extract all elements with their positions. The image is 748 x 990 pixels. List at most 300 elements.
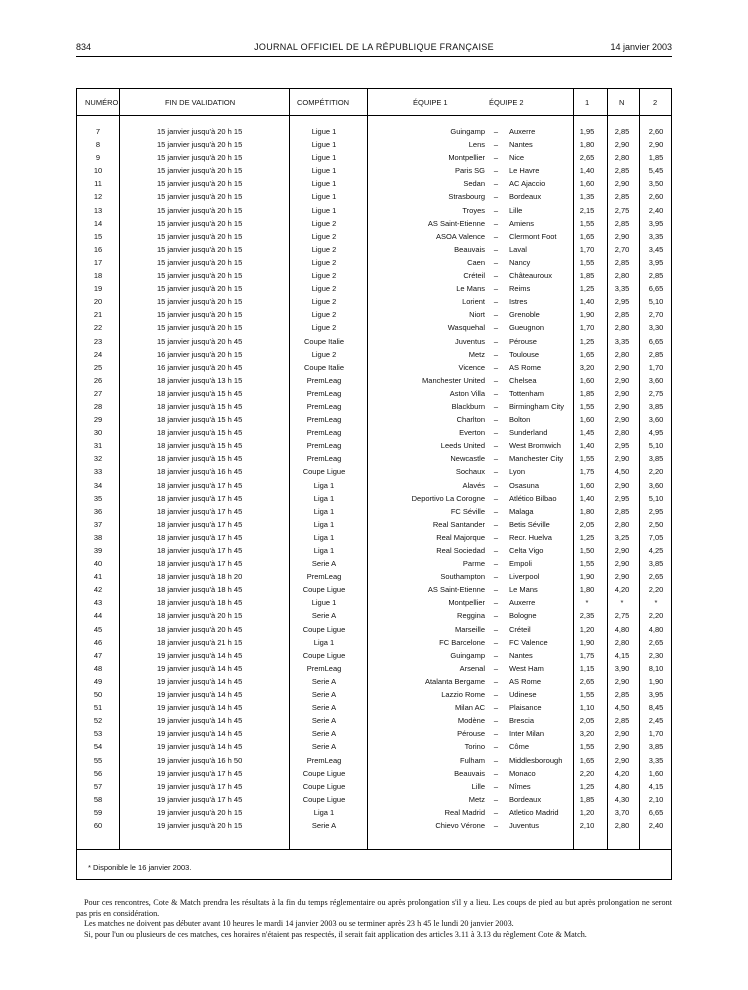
row-odds-1: 1,50 [579, 546, 595, 555]
table-row [77, 308, 671, 321]
row-number: 17 [93, 257, 103, 267]
row-team-2: Lille [509, 205, 523, 215]
row-odds-n: 2,90 [614, 454, 630, 464]
table-row [77, 138, 671, 151]
availability-note: * Disponible le 16 janvier 2003. [88, 863, 192, 872]
row-odds-n: 2,95 [614, 493, 630, 503]
row-separator: – [493, 820, 499, 830]
row-number: 46 [93, 637, 103, 647]
row-team-2: Créteil [509, 624, 531, 634]
row-odds-2: 5,10 [648, 297, 664, 307]
row-competition: Coupe Ligue [302, 467, 346, 477]
row-separator: – [493, 271, 499, 281]
row-odds-1: 1,90 [579, 637, 595, 647]
row-team-2: Celta Vigo [509, 546, 544, 555]
row-team-1: Torino [464, 742, 485, 752]
row-odds-1: 1,85 [579, 794, 595, 804]
row-validation: 18 janvier jusqu'à 15 h 45 [157, 441, 243, 451]
row-team-2: Nîmes [509, 781, 531, 791]
row-separator: – [493, 637, 499, 647]
row-number: 48 [93, 663, 103, 673]
row-competition: Ligue 2 [311, 244, 337, 254]
row-number: 13 [93, 205, 103, 215]
row-odds-2: 2,45 [648, 716, 664, 726]
row-number: 37 [93, 519, 103, 529]
row-separator: – [493, 375, 499, 385]
row-competition: PremLeag [306, 428, 342, 438]
row-competition: Serie A [311, 729, 337, 739]
row-odds-1: 1,55 [579, 257, 595, 267]
row-separator: – [493, 231, 499, 241]
row-team-1: Juventus [454, 336, 485, 346]
row-odds-n: * [620, 598, 624, 608]
row-competition: Ligue 2 [311, 310, 337, 320]
page-header [76, 42, 672, 57]
row-number: 12 [93, 192, 103, 202]
row-odds-n: 2,85 [614, 506, 630, 516]
row-odds-2: 3,30 [648, 323, 664, 333]
row-team-2: Recr. Huelva [509, 532, 552, 542]
row-competition: PremLeag [306, 755, 342, 765]
row-odds-n: 2,90 [614, 676, 630, 686]
row-team-2: Osasuna [509, 480, 540, 490]
row-validation: 15 janvier jusqu'à 20 h 15 [157, 271, 243, 281]
row-separator: – [493, 401, 499, 411]
row-team-1: Sedan [463, 179, 485, 189]
row-odds-2: 2,20 [648, 611, 664, 621]
row-separator: – [493, 467, 499, 477]
row-team-1: Caen [467, 257, 485, 267]
row-odds-n: 2,90 [614, 480, 630, 490]
row-number: 23 [93, 336, 103, 346]
table-row [77, 295, 671, 308]
row-odds-n: 2,90 [614, 401, 630, 411]
row-team-1: Créteil [463, 271, 485, 281]
row-odds-n: 2,85 [614, 257, 630, 267]
row-odds-n: 3,35 [614, 284, 630, 294]
row-separator: – [493, 611, 499, 621]
row-team-2: Sunderland [509, 428, 548, 438]
table-row [77, 190, 671, 203]
table-row [77, 321, 671, 334]
row-separator: – [493, 519, 499, 529]
row-team-1: Blackburn [451, 401, 485, 411]
row-odds-2: 2,95 [648, 506, 664, 516]
row-number: 20 [93, 297, 103, 307]
row-separator: – [493, 768, 499, 778]
row-number: 21 [93, 310, 103, 320]
row-validation: 15 janvier jusqu'à 20 h 15 [157, 127, 243, 136]
row-odds-1: 1,55 [579, 454, 595, 464]
row-odds-2: 3,60 [648, 480, 664, 490]
row-separator: – [493, 506, 499, 516]
row-team-2: Laval [509, 244, 527, 254]
row-separator: – [493, 140, 499, 150]
row-validation: 15 janvier jusqu'à 20 h 15 [157, 192, 243, 202]
row-competition: Coupe Ligue [302, 585, 346, 595]
table-row [77, 492, 671, 505]
col-competition: COMPÉTITION [297, 98, 350, 107]
row-separator: – [493, 257, 499, 267]
row-team-2: Pérouse [509, 336, 537, 346]
row-team-1: Metz [468, 349, 485, 359]
table-row [77, 269, 671, 282]
row-team-2: West Ham [509, 663, 544, 673]
row-competition: PremLeag [306, 441, 342, 451]
row-competition: Ligue 2 [311, 284, 337, 294]
row-odds-2: 6,65 [648, 284, 664, 294]
table-row [77, 544, 671, 557]
table-row [77, 583, 671, 596]
row-team-2: Chelsea [509, 375, 537, 385]
row-odds-n: 2,90 [614, 755, 630, 765]
row-team-2: Birmingham City [509, 401, 565, 411]
row-team-2: Manchester City [509, 454, 564, 464]
row-competition: Liga 1 [313, 480, 335, 490]
row-number: 49 [93, 676, 103, 686]
row-competition: PremLeag [306, 454, 342, 464]
row-odds-2: 2,40 [648, 205, 664, 215]
row-number: 55 [93, 755, 103, 765]
table-row [77, 413, 671, 426]
row-team-2: Nancy [509, 257, 531, 267]
row-team-1: Southampton [440, 572, 485, 582]
row-odds-2: 2,85 [648, 349, 664, 359]
row-team-1: Real Santander [432, 519, 485, 529]
page-number: 834 [76, 42, 92, 52]
table-note [77, 849, 671, 872]
row-separator: – [493, 336, 499, 346]
row-odds-n: 2,90 [614, 140, 630, 150]
row-team-1: Real Majorque [436, 532, 485, 542]
row-competition: PremLeag [306, 401, 342, 411]
row-validation: 18 janvier jusqu'à 17 h 45 [157, 559, 243, 569]
table-row [77, 780, 671, 793]
row-team-2: Le Mans [509, 585, 538, 595]
row-odds-1: 1,65 [579, 349, 595, 359]
table-row [77, 361, 671, 374]
row-odds-2: 3,35 [648, 231, 664, 241]
row-odds-1: 1,60 [579, 375, 595, 385]
row-separator: – [493, 624, 499, 634]
col-fin-validation: FIN DE VALIDATION [165, 98, 236, 107]
row-odds-n: 2,90 [614, 362, 630, 372]
row-validation: 18 janvier jusqu'à 20 h 15 [157, 611, 243, 621]
row-number: 40 [93, 559, 103, 569]
row-odds-1: 1,10 [579, 703, 595, 713]
row-odds-2: 3,85 [648, 401, 664, 411]
row-team-2: Toulouse [509, 349, 540, 359]
row-competition: Coupe Ligue [302, 624, 346, 634]
table-row [77, 570, 671, 583]
row-team-2: Bologne [509, 611, 537, 621]
row-odds-2: 3,85 [648, 454, 664, 464]
row-number: 34 [93, 480, 103, 490]
col-odds-1: 1 [585, 98, 590, 107]
row-number: 7 [95, 127, 101, 136]
row-odds-2: 2,65 [648, 637, 664, 647]
table-row [77, 675, 671, 688]
row-odds-2: 1,90 [648, 676, 664, 686]
row-odds-n: 4,20 [614, 585, 630, 595]
row-odds-1: 1,60 [579, 415, 595, 425]
row-odds-n: 3,35 [614, 336, 630, 346]
row-team-1: Metz [468, 794, 485, 804]
row-competition: Ligue 1 [311, 179, 337, 189]
row-validation: 19 janvier jusqu'à 20 h 15 [157, 820, 243, 830]
row-odds-1: 1,55 [579, 218, 595, 228]
row-odds-1: 1,55 [579, 559, 595, 569]
row-team-2: Châteauroux [509, 271, 552, 281]
row-odds-1: 1,20 [579, 624, 595, 634]
table-row [77, 439, 671, 452]
row-separator: – [493, 192, 499, 202]
row-validation: 19 janvier jusqu'à 14 h 45 [157, 650, 243, 660]
row-team-2: Clermont Foot [509, 231, 557, 241]
row-number: 53 [93, 729, 103, 739]
row-team-2: Reims [509, 284, 531, 294]
row-separator: – [493, 676, 499, 686]
row-odds-1: 1,40 [579, 166, 595, 176]
row-odds-n: 2,90 [614, 388, 630, 398]
row-team-1: Charlton [456, 415, 485, 425]
row-odds-2: 2,90 [648, 140, 664, 150]
table-row [77, 531, 671, 544]
row-odds-n: 2,85 [614, 690, 630, 700]
row-competition: Liga 1 [313, 807, 335, 817]
row-competition: Serie A [311, 820, 337, 830]
table-row [77, 649, 671, 662]
row-odds-n: 2,80 [614, 153, 630, 163]
row-odds-1: 3,20 [579, 729, 595, 739]
row-competition: Ligue 2 [311, 349, 337, 359]
row-team-2: Udinese [509, 690, 537, 700]
row-team-2: West Bromwich [509, 441, 561, 451]
row-validation: 18 janvier jusqu'à 17 h 45 [157, 532, 243, 542]
row-number: 36 [93, 506, 103, 516]
row-team-2: FC Valence [509, 637, 548, 647]
row-odds-2: 8,10 [648, 663, 664, 673]
row-number: 39 [93, 546, 103, 555]
row-competition: Ligue 2 [311, 218, 337, 228]
row-competition: Coupe Italie [303, 336, 345, 346]
row-validation: 15 janvier jusqu'à 20 h 15 [157, 140, 243, 150]
row-odds-2: 2,20 [648, 585, 664, 595]
row-odds-1: 1,70 [579, 244, 595, 254]
row-team-2: Grenoble [509, 310, 540, 320]
row-validation: 18 janvier jusqu'à 16 h 45 [157, 467, 243, 477]
row-team-2: Gueugnon [509, 323, 545, 333]
row-validation: 19 janvier jusqu'à 16 h 50 [157, 755, 243, 765]
row-team-2: Bordeaux [509, 794, 542, 804]
row-separator: – [493, 755, 499, 765]
row-competition: Ligue 1 [311, 153, 337, 163]
table-header [77, 89, 671, 116]
row-competition: PremLeag [306, 663, 342, 673]
row-number: 19 [93, 284, 103, 294]
row-validation: 15 janvier jusqu'à 20 h 15 [157, 244, 243, 254]
row-team-1: Atalanta Bergame [424, 676, 485, 686]
row-odds-n: 2,85 [614, 716, 630, 726]
row-number: 33 [93, 467, 103, 477]
row-odds-2: 2,60 [648, 127, 664, 136]
row-odds-2: 3,35 [648, 755, 664, 765]
row-validation: 18 janvier jusqu'à 21 h 15 [157, 637, 243, 647]
row-odds-2: 4,95 [648, 428, 664, 438]
row-team-1: Marseille [454, 624, 485, 634]
table-row [77, 282, 671, 295]
row-competition: Ligue 1 [311, 598, 337, 608]
row-odds-1: 1,70 [579, 323, 595, 333]
row-odds-2: 2,50 [648, 519, 664, 529]
row-team-1: Sochaux [455, 467, 485, 477]
row-odds-n: 4,15 [614, 650, 630, 660]
row-validation: 18 janvier jusqu'à 18 h 20 [157, 572, 243, 582]
table-body [77, 125, 671, 832]
row-separator: – [493, 559, 499, 569]
row-odds-n: 4,50 [614, 467, 630, 477]
row-odds-1: 1,40 [579, 493, 595, 503]
col-numero: NUMÉRO [85, 98, 119, 107]
row-team-1: AS Saint-Etienne [427, 218, 485, 228]
row-team-2: Empoli [509, 559, 532, 569]
row-odds-1: 1,65 [579, 755, 595, 765]
row-team-1: Pérouse [457, 729, 485, 739]
row-number: 29 [93, 415, 103, 425]
row-separator: – [493, 454, 499, 464]
row-odds-1: 1,75 [579, 650, 595, 660]
row-team-2: Inter Milan [509, 729, 545, 739]
row-validation: 15 janvier jusqu'à 20 h 15 [157, 231, 243, 241]
row-team-1: Lille [471, 781, 485, 791]
row-number: 57 [93, 781, 103, 791]
row-validation: 19 janvier jusqu'à 14 h 45 [157, 742, 243, 752]
row-competition: PremLeag [306, 572, 342, 582]
table-row [77, 426, 671, 439]
row-odds-2: 3,60 [648, 415, 664, 425]
row-number: 9 [95, 153, 101, 163]
table-row [77, 505, 671, 518]
row-separator: – [493, 493, 499, 503]
row-odds-1: 2,35 [579, 611, 595, 621]
row-odds-1: * [585, 598, 589, 608]
table-row [77, 348, 671, 361]
row-validation: 18 janvier jusqu'à 18 h 45 [157, 585, 243, 595]
row-team-2: AC Ajaccio [509, 179, 546, 189]
row-number: 16 [93, 244, 103, 254]
row-team-1: Guingamp [450, 650, 485, 660]
row-odds-2: 1,70 [648, 729, 664, 739]
row-team-2: Plaisance [509, 703, 542, 713]
row-odds-1: 1,85 [579, 388, 595, 398]
row-odds-n: 3,25 [614, 532, 630, 542]
row-odds-1: 1,85 [579, 271, 595, 281]
row-odds-1: 1,25 [579, 336, 595, 346]
table-row [77, 256, 671, 269]
row-team-1: Alavés [462, 480, 485, 490]
row-odds-2: 2,70 [648, 310, 664, 320]
row-separator: – [493, 729, 499, 739]
row-competition: Liga 1 [313, 637, 335, 647]
row-number: 11 [94, 179, 102, 189]
row-odds-1: 1,80 [579, 506, 595, 516]
row-team-1: Leeds United [440, 441, 485, 451]
row-odds-n: 2,85 [614, 310, 630, 320]
table-row [77, 701, 671, 714]
row-odds-2: 5,10 [648, 493, 664, 503]
table-row [77, 518, 671, 531]
row-team-1: Everton [459, 428, 485, 438]
row-odds-2: 1,85 [648, 153, 664, 163]
row-team-2: Bolton [509, 415, 531, 425]
row-validation: 15 janvier jusqu'à 20 h 15 [157, 179, 243, 189]
row-team-1: AS Saint-Etienne [427, 585, 485, 595]
row-odds-n: 2,75 [614, 205, 630, 215]
row-team-2: AS Rome [509, 362, 542, 372]
row-separator: – [493, 284, 499, 294]
row-odds-1: 1,95 [579, 127, 595, 136]
row-validation: 19 janvier jusqu'à 17 h 45 [157, 768, 243, 778]
row-validation: 18 janvier jusqu'à 13 h 15 [157, 375, 243, 385]
row-odds-2: 4,80 [648, 624, 664, 634]
row-odds-2: 3,95 [648, 257, 664, 267]
row-odds-1: 2,05 [579, 519, 595, 529]
row-team-1: Beauvais [454, 768, 485, 778]
row-number: 10 [93, 166, 103, 176]
row-validation: 19 janvier jusqu'à 14 h 45 [157, 703, 243, 713]
row-odds-n: 4,30 [614, 794, 630, 804]
row-team-2: Lyon [509, 467, 525, 477]
row-odds-2: 8,45 [648, 703, 664, 713]
row-team-2: Betis Séville [509, 519, 550, 529]
row-separator: – [493, 310, 499, 320]
row-odds-n: 3,90 [614, 663, 630, 673]
row-validation: 18 janvier jusqu'à 15 h 45 [157, 428, 243, 438]
row-validation: 16 janvier jusqu'à 20 h 45 [157, 362, 243, 372]
col-odds-2: 2 [653, 98, 658, 107]
row-team-2: Auxerre [509, 127, 536, 136]
row-odds-n: 2,80 [614, 519, 630, 529]
row-odds-n: 2,85 [614, 192, 630, 202]
row-number: 43 [93, 598, 103, 608]
row-team-1: FC Barcelone [439, 637, 485, 647]
row-odds-n: 2,90 [614, 559, 630, 569]
row-separator: – [493, 388, 499, 398]
row-team-1: Chievo Vérone [435, 820, 485, 830]
row-validation: 15 janvier jusqu'à 20 h 45 [157, 336, 243, 346]
row-team-1: Beauvais [454, 244, 485, 254]
row-odds-2: 1,70 [648, 362, 664, 372]
table-row [77, 400, 671, 413]
row-odds-2: 3,60 [648, 375, 664, 385]
row-competition: Serie A [311, 690, 337, 700]
row-separator: – [493, 415, 499, 425]
row-odds-1: 2,10 [579, 820, 595, 830]
row-team-2: Monaco [509, 768, 536, 778]
row-number: 30 [93, 428, 103, 438]
row-separator: – [493, 663, 499, 673]
row-odds-n: 2,95 [614, 297, 630, 307]
row-competition: Coupe Ligue [302, 794, 346, 804]
table-row [77, 754, 671, 767]
row-odds-2: 3,45 [648, 244, 664, 254]
row-odds-2: 2,10 [648, 794, 664, 804]
row-team-1: Reggina [457, 611, 485, 621]
row-separator: – [493, 781, 499, 791]
row-odds-2: 2,60 [648, 192, 664, 202]
row-separator: – [493, 218, 499, 228]
row-odds-n: 2,80 [614, 428, 630, 438]
